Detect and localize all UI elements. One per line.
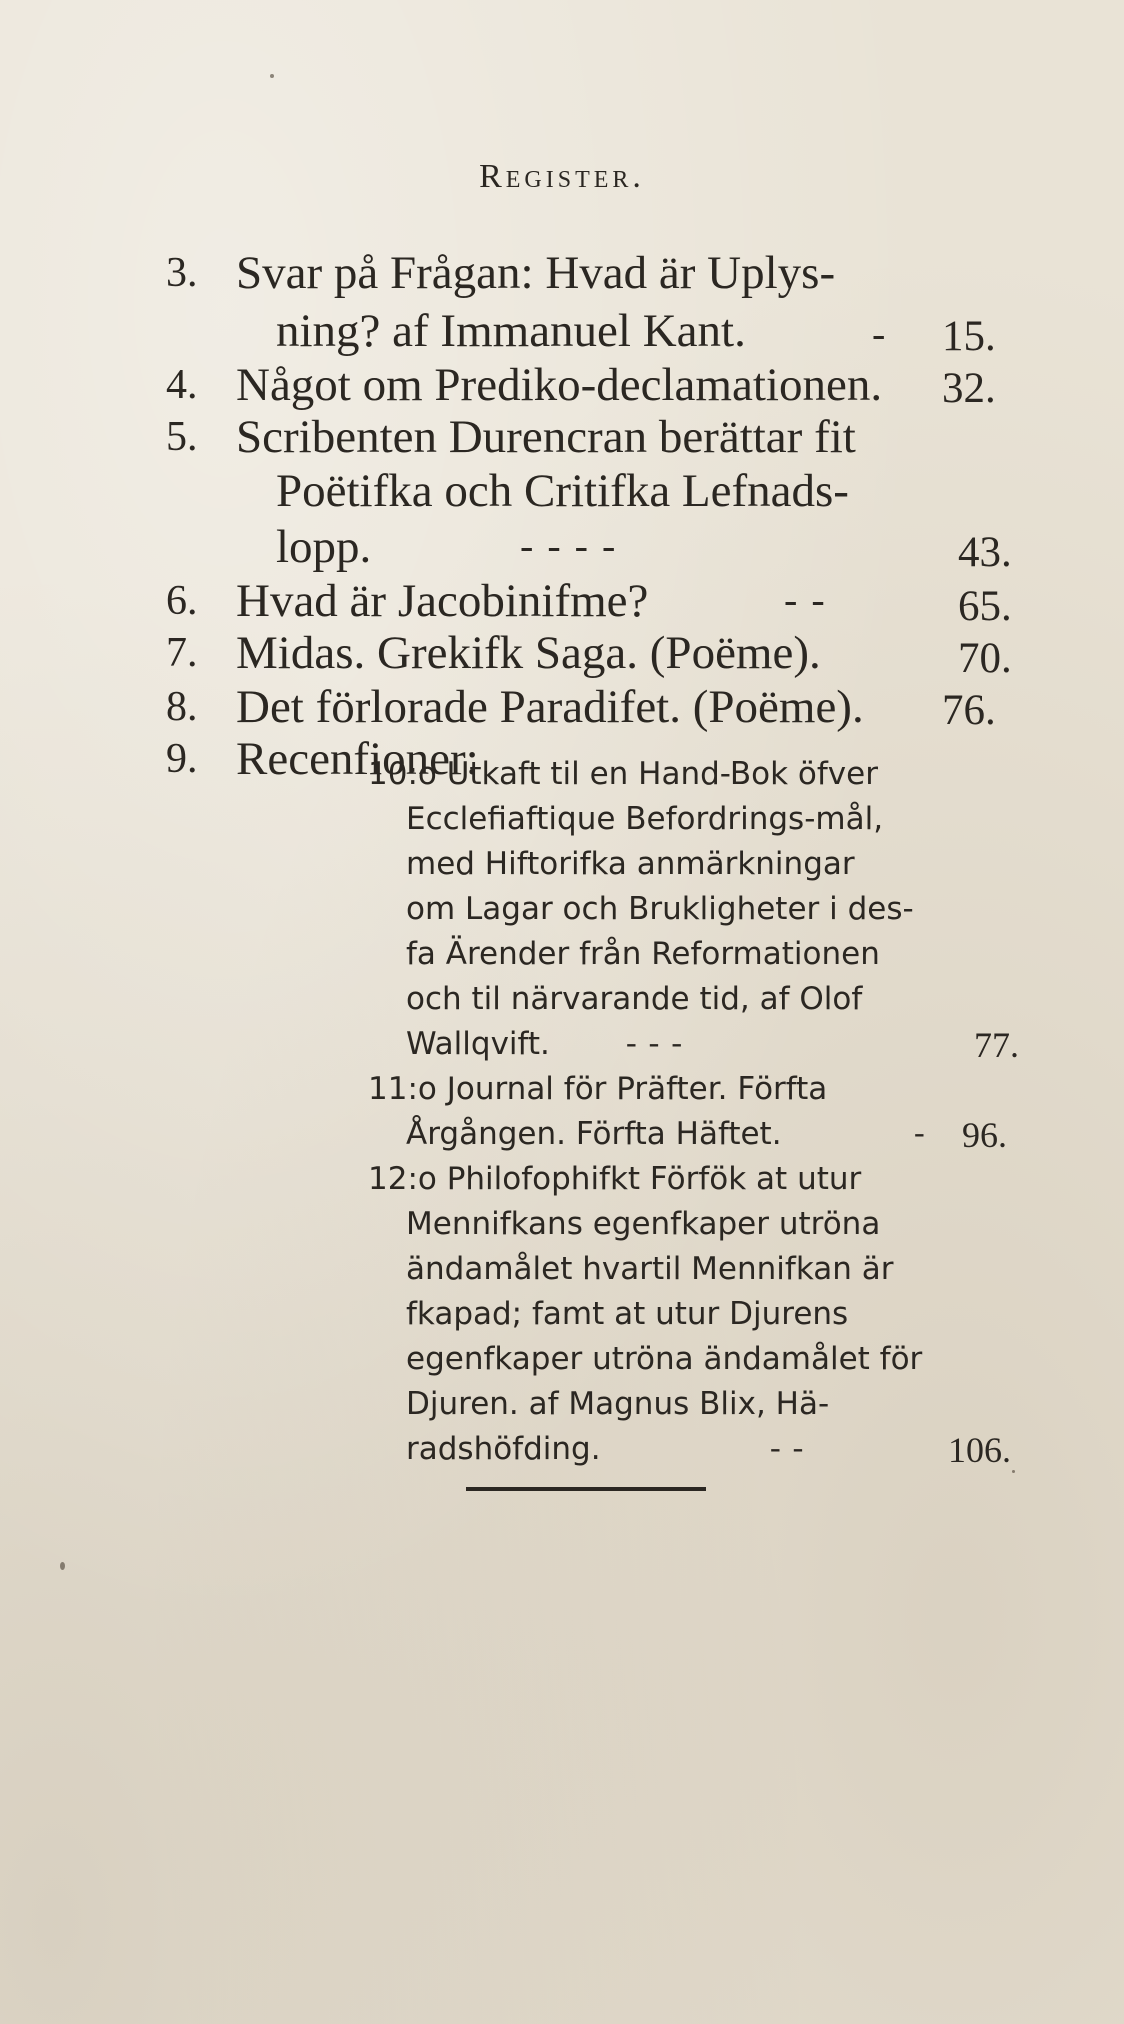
leader-dots: - - (784, 577, 827, 622)
entry-number: 9. (166, 736, 198, 782)
entry-title-line: ning? af Immanuel Kant. (276, 305, 746, 357)
paper-speck (60, 1562, 65, 1570)
page-number: 96. (962, 1115, 1007, 1155)
page-number: 106. (948, 1430, 1011, 1470)
review-line: fa Ärender från Reformationen (406, 936, 880, 972)
entry-title-line: lopp. (276, 521, 372, 573)
review-line: Wallqvift. (406, 1026, 550, 1062)
review-line: Ecclefiaftique Befordrings-mål, (406, 801, 884, 837)
leader-dots: - - (770, 1429, 806, 1465)
entry-number: 4. (166, 362, 198, 408)
page-number: 43. (958, 529, 1012, 576)
entry-number: 5. (166, 414, 198, 460)
review-line: om Lagar och Brukligheter i des- (406, 891, 914, 927)
page-number: 65. (958, 583, 1012, 630)
page-header: Register. (479, 158, 645, 195)
review-line: 12:o Philofophifkt Förfök at utur (368, 1161, 862, 1197)
page-number: 32. (942, 365, 996, 412)
entry-title-line: Det förlorade Paradifet. (Poëme). (236, 681, 864, 733)
entry-title-line: Svar på Frågan: Hvad är Uplys- (236, 247, 836, 299)
review-line: och til närvarande tid, af Olof (406, 981, 863, 1017)
leader-dots: - (914, 1114, 927, 1150)
review-line: 10:o Utkaft til en Hand-Bok öfver (368, 756, 878, 792)
entry-title-line: Poëtifka och Critifka Lefnads- (276, 465, 849, 517)
entry-title-line: Hvad är Jacobinifme? (236, 575, 649, 627)
entry-title-line: Recenfioner: (236, 733, 479, 785)
review-line: med Hiftorifka anmärkningar (406, 846, 855, 882)
paper-speck (1012, 1470, 1015, 1473)
entry-number: 8. (166, 684, 198, 730)
review-line: radshöfding. (406, 1431, 601, 1467)
end-rule (466, 1487, 706, 1491)
paper-speck (270, 74, 274, 78)
entry-number: 7. (166, 630, 198, 676)
review-line: 11:o Journal för Präfter. Förfta (368, 1071, 828, 1107)
leader-dots: - - - - (520, 523, 618, 568)
page-number: 76. (942, 687, 996, 734)
page-number: 70. (958, 635, 1012, 682)
entry-number: 6. (166, 578, 198, 624)
review-line: Årgången. Förfta Häftet. (406, 1116, 782, 1152)
entry-title-line: Midas. Grekifk Saga. (Poëme). (236, 627, 821, 679)
page-number: 15. (942, 313, 996, 360)
entry-title-line: Något om Prediko-declamationen. (236, 359, 883, 411)
leader-dots: - - - (626, 1024, 684, 1060)
review-line: fkapad; famt at utur Djurens (406, 1296, 849, 1332)
review-line: Mennifkans egenfkaper utröna (406, 1206, 881, 1242)
entry-number: 3. (166, 250, 198, 296)
entry-title-line: Scribenten Durencran berättar fit (236, 411, 856, 463)
leader-dots: - (872, 311, 888, 356)
review-line: ändamålet hvartil Mennifkan är (406, 1251, 894, 1287)
review-line: egenfkaper utröna ändamålet för (406, 1341, 923, 1377)
review-line: Djuren. af Magnus Blix, Hä- (406, 1386, 830, 1422)
page-number: 77. (974, 1025, 1019, 1065)
